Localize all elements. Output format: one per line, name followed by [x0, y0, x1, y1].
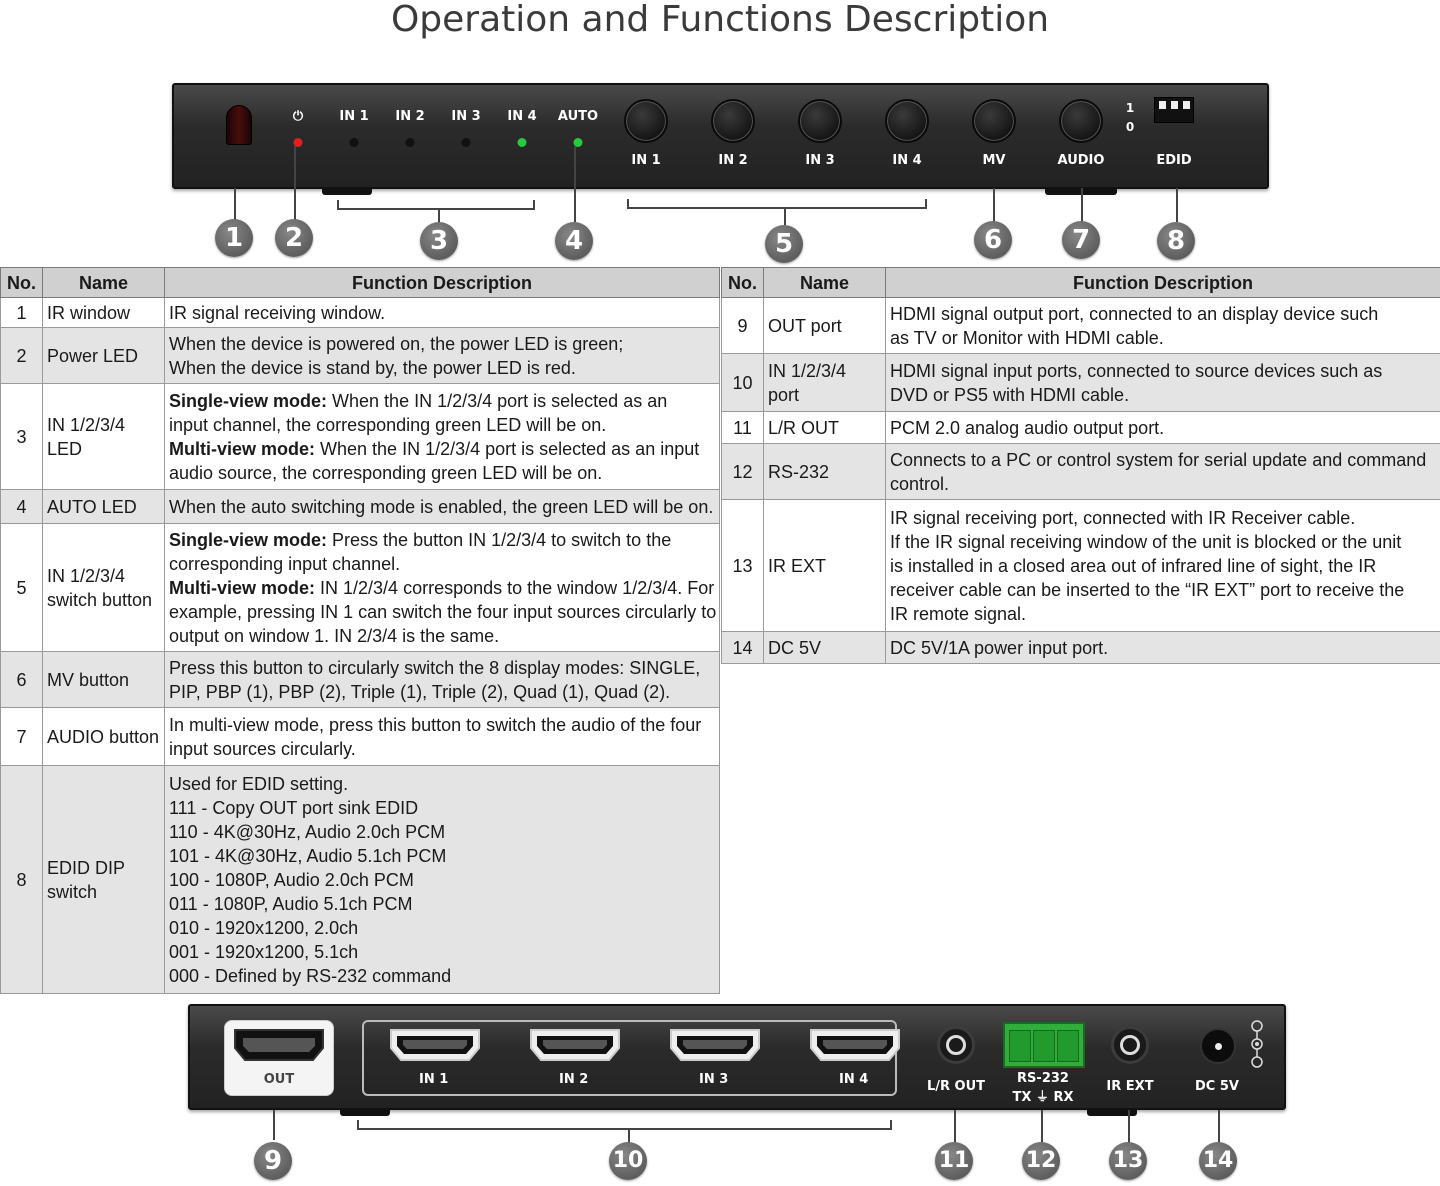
row-description: [886, 412, 1440, 444]
description-text: HDMI signal output port, connected to an display device such: [890, 303, 1379, 324]
front-button-label: IN 1: [631, 153, 661, 168]
ir-window: [226, 105, 252, 145]
led-label: ⏻: [292, 109, 304, 124]
mode-label: Multi-view mode:: [169, 577, 316, 598]
description-line: [890, 326, 1436, 350]
description-line: [169, 528, 715, 552]
row-name-line: DC 5V: [768, 637, 822, 658]
row-name: [764, 354, 886, 412]
callout-number: 14: [1199, 1142, 1237, 1180]
description-text: Press this button to circularly switch the 8 display modes: SINGLE,: [169, 657, 701, 678]
row-name-line: IR EXT: [768, 555, 827, 576]
description-line: [169, 461, 715, 485]
callout-number: 5: [765, 225, 803, 263]
description-line: [890, 506, 1436, 530]
callout-line: [954, 1110, 956, 1144]
description-line: [890, 530, 1436, 554]
header-no: No.: [722, 268, 764, 298]
row-description: [165, 328, 720, 384]
description-line: [169, 713, 715, 737]
description-line: [890, 472, 1436, 496]
description-text: input sources circularly.: [169, 738, 356, 759]
front-panel: [172, 83, 1269, 189]
row-number: 4: [1, 490, 43, 524]
mode-label: Single-view mode:: [169, 390, 328, 411]
dc-label: DC 5V: [1195, 1079, 1239, 1094]
rs232-terminal[interactable]: [1003, 1022, 1085, 1068]
status-led: [462, 138, 471, 147]
ir-ext-jack[interactable]: [1111, 1026, 1149, 1064]
row-number: 8: [1, 766, 43, 994]
row-number: 2: [1, 328, 43, 384]
description-line: [169, 656, 715, 680]
front-button-label: IN 2: [718, 153, 748, 168]
table-row: [1, 524, 720, 652]
led-label: IN 4: [507, 109, 537, 124]
description-line: [169, 389, 715, 413]
row-name: [43, 524, 165, 652]
row-name: [764, 500, 886, 632]
row-number: 9: [722, 298, 764, 354]
header-no: No.: [1, 268, 43, 298]
row-name-line: switch: [47, 881, 98, 902]
callout-number: 7: [1062, 221, 1100, 259]
row-name-line: IR window: [47, 302, 131, 323]
front-button-label: IN 3: [805, 153, 835, 168]
row-name: [764, 632, 886, 664]
callout-line: [273, 1110, 275, 1140]
description-text: control.: [890, 473, 950, 494]
row-description: [886, 444, 1440, 500]
table-row: [1, 708, 720, 766]
table-row: [722, 444, 1440, 500]
description-line: [890, 416, 1436, 440]
front-button[interactable]: [1059, 99, 1103, 143]
row-description: [886, 298, 1440, 354]
callout-number: 6: [974, 221, 1012, 259]
callout-bracket: [357, 1120, 892, 1130]
table-row: [722, 632, 1440, 664]
callout-number: 11: [935, 1142, 973, 1180]
lr-out-jack[interactable]: [937, 1026, 975, 1064]
description-text: 011 - 1080P, Audio 5.1ch PCM: [169, 893, 413, 914]
row-name-line: MV button: [47, 669, 130, 690]
hdmi-input-label: IN 4: [839, 1072, 869, 1087]
description-line: [890, 359, 1436, 383]
description-line: [169, 964, 715, 988]
description-text: audio source, the corresponding green LED will be on.: [169, 462, 603, 483]
description-line: [890, 302, 1436, 326]
row-number: 7: [1, 708, 43, 766]
description-line: [890, 602, 1436, 626]
led-label: IN 1: [339, 109, 369, 124]
front-button[interactable]: [885, 99, 929, 143]
row-number: 13: [722, 500, 764, 632]
description-text: 100 - 1080P, Audio 2.0ch PCM: [169, 869, 414, 890]
row-name-line: L/R OUT: [768, 417, 840, 438]
row-name-line: IN 1/2/3/4: [47, 565, 126, 586]
front-button[interactable]: [711, 99, 755, 143]
right-function-table: [721, 267, 1440, 664]
callout-bracket: [627, 199, 927, 209]
table-row: [1, 298, 720, 328]
description-text: When the device is powered on, the power LED is green;: [169, 333, 624, 354]
row-name-line: AUDIO button: [47, 726, 160, 747]
description-text: IN 1/2/3/4 corresponds to the window 1/2/3/4. For: [315, 577, 715, 598]
dip-on-label: 1: [1125, 101, 1135, 115]
row-name-line: Power LED: [47, 345, 139, 366]
front-button[interactable]: [624, 99, 668, 143]
polarity-icon: [1250, 1020, 1264, 1068]
callout-number: 13: [1109, 1142, 1147, 1180]
hdmi-input-port[interactable]: [529, 1028, 621, 1062]
callout-number: 8: [1157, 222, 1195, 260]
row-name: [43, 328, 165, 384]
description-line: [169, 552, 715, 576]
row-description: [886, 632, 1440, 664]
description-line: [169, 772, 715, 796]
row-description: [165, 490, 720, 524]
panel-foot: [322, 187, 372, 195]
row-description: [165, 298, 720, 328]
status-led: [350, 138, 359, 147]
front-button[interactable]: [798, 99, 842, 143]
description-line: [169, 576, 715, 600]
dip-label: EDID: [1156, 153, 1192, 168]
header-name: Name: [43, 268, 165, 298]
led-label: IN 2: [395, 109, 425, 124]
table-row: [722, 412, 1440, 444]
callout-line: [294, 146, 296, 220]
hdmi-out-port[interactable]: [233, 1028, 325, 1062]
description-line: [169, 413, 715, 437]
rs232-label: RS-232: [1017, 1071, 1069, 1086]
callout-line: [1218, 1110, 1220, 1144]
row-name-line: OUT port: [768, 315, 842, 336]
hdmi-input-label: IN 2: [559, 1072, 589, 1087]
hdmi-input-port[interactable]: [389, 1028, 481, 1062]
description-text: 101 - 4K@30Hz, Audio 5.1ch PCM: [169, 845, 447, 866]
lr-out-label: L/R OUT: [926, 1079, 986, 1094]
front-button-label: AUDIO: [1057, 153, 1105, 168]
description-line: [890, 578, 1436, 602]
callout-number: 1: [215, 219, 253, 257]
callout-number: 2: [275, 219, 313, 257]
row-name-line: AUTO LED: [47, 496, 137, 517]
row-name-line: IN 1/2/3/4 port: [768, 360, 847, 405]
hdmi-input-label: IN 1: [419, 1072, 449, 1087]
row-name-line: switch button: [47, 589, 153, 610]
ir-ext-label: IR EXT: [1106, 1079, 1154, 1094]
description-text: corresponding input channel.: [169, 553, 401, 574]
row-name: [43, 766, 165, 994]
description-text: receiver cable can be inserted to the “IR EXT” port to receive the: [890, 579, 1405, 600]
description-line: [169, 892, 715, 916]
description-line: [169, 495, 715, 519]
status-led: [406, 138, 415, 147]
hdmi-input-label: IN 3: [699, 1072, 729, 1087]
row-description: [165, 708, 720, 766]
description-line: [169, 356, 715, 380]
description-text: Press the button IN 1/2/3/4 to switch to the: [327, 529, 672, 550]
description-line: [890, 448, 1436, 472]
description-text: When the IN 1/2/3/4 port is selected as an: [327, 390, 668, 411]
row-name: [764, 298, 886, 354]
description-text: output on window 1. IN 2/3/4 is the same.: [169, 625, 500, 646]
description-text: DVD or PS5 with HDMI cable.: [890, 384, 1130, 405]
table-row: [1, 328, 720, 384]
row-name: [43, 298, 165, 328]
row-number: 14: [722, 632, 764, 664]
description-text: PCM 2.0 analog audio output port.: [890, 417, 1165, 438]
row-description: [165, 652, 720, 708]
row-number: 1: [1, 298, 43, 328]
row-description: [165, 524, 720, 652]
callout-number: 4: [555, 222, 593, 260]
description-line: [169, 940, 715, 964]
callout-line: [1081, 188, 1083, 222]
description-text: PIP, PBP (1), PBP (2), Triple (1), Triple (2), Quad (1), Quad (2).: [169, 681, 671, 702]
description-text: DC 5V/1A power input port.: [890, 637, 1109, 658]
row-number: 6: [1, 652, 43, 708]
front-button-label: MV: [982, 153, 1006, 168]
description-line: [169, 437, 715, 461]
row-name-line: EDID DIP: [47, 857, 126, 878]
rs232-pin-label: TX ⏚ RX: [1012, 1090, 1074, 1105]
callout-line: [993, 188, 995, 222]
row-number: 12: [722, 444, 764, 500]
description-line: [890, 554, 1436, 578]
callout-number: 3: [420, 222, 458, 260]
description-text: 111 - Copy OUT port sink EDID: [169, 797, 419, 818]
description-text: Used for EDID setting.: [169, 773, 349, 794]
left-function-table: [0, 267, 720, 994]
row-name: [43, 708, 165, 766]
description-line: [169, 868, 715, 892]
callout-line: [1041, 1110, 1043, 1144]
description-line: [169, 820, 715, 844]
row-name: [764, 444, 886, 500]
hdmi-input-port[interactable]: [809, 1028, 901, 1062]
description-text: HDMI signal input ports, connected to source devices such as: [890, 360, 1383, 381]
dip-off-label: 0: [1125, 120, 1135, 134]
callout-line: [1128, 1110, 1130, 1144]
callout-line: [234, 188, 236, 220]
callout-line: [574, 146, 576, 222]
table-row: [1, 490, 720, 524]
callout-number: 9: [254, 1142, 292, 1180]
table-row: [1, 384, 720, 490]
mode-label: Multi-view mode:: [169, 438, 316, 459]
row-description: [886, 500, 1440, 632]
description-text: example, pressing IN 1 can switch the four input sources circularly to: [169, 601, 717, 622]
description-line: [169, 916, 715, 940]
row-name: [43, 384, 165, 490]
description-line: [169, 796, 715, 820]
description-line: [890, 383, 1436, 407]
description-text: is installed in a closed area out of infrared line of sight, the IR: [890, 555, 1377, 576]
edid-dip-switch[interactable]: [1154, 97, 1194, 123]
table-row: [722, 500, 1440, 632]
row-number: 3: [1, 384, 43, 490]
description-text: 110 - 4K@30Hz, Audio 2.0ch PCM: [169, 821, 446, 842]
front-button[interactable]: [972, 99, 1016, 143]
description-text: IR signal receiving window.: [169, 302, 386, 323]
description-text: 000 - Defined by RS-232 command: [169, 965, 452, 986]
description-text: In multi-view mode, press this button to switch the audio of the four: [169, 714, 702, 735]
callout-line: [1176, 188, 1178, 222]
description-text: If the IR signal receiving window of the unit is blocked or the unit: [890, 531, 1402, 552]
row-number: 11: [722, 412, 764, 444]
row-number: 5: [1, 524, 43, 652]
callout-bracket: [337, 200, 535, 210]
header-desc: Function Description: [165, 268, 720, 298]
description-line: [169, 844, 715, 868]
table-row: [722, 298, 1440, 354]
row-name-line: RS-232: [768, 461, 830, 482]
description-line: [169, 624, 715, 648]
panel-foot: [340, 1108, 390, 1116]
description-text: as TV or Monitor with HDMI cable.: [890, 327, 1164, 348]
description-text: When the IN 1/2/3/4 port is selected as an input: [315, 438, 700, 459]
header-name: Name: [764, 268, 886, 298]
description-line: [169, 737, 715, 761]
led-label: AUTO: [557, 109, 599, 124]
description-text: IR remote signal.: [890, 603, 1027, 624]
row-name-line: IN 1/2/3/4 LED: [47, 414, 126, 459]
description-text: Connects to a PC or control system for serial update and command: [890, 449, 1427, 470]
rear-panel: [188, 1004, 1286, 1110]
table-row: [1, 652, 720, 708]
row-name: [764, 412, 886, 444]
description-text: When the auto switching mode is enabled, the green LED will be on.: [169, 496, 714, 517]
description-text: IR signal receiving port, connected with IR Receiver cable.: [890, 507, 1356, 528]
description-text: input channel, the corresponding green LED will be on.: [169, 414, 607, 435]
callout-line: [784, 209, 786, 225]
page-title: Operation and Functions Description: [390, 0, 1050, 40]
description-line: [169, 600, 715, 624]
row-name: [43, 652, 165, 708]
description-line: [169, 680, 715, 704]
dc-power-jack[interactable]: [1200, 1028, 1236, 1064]
callout-line: [438, 210, 440, 222]
description-text: 001 - 1920x1200, 5.1ch: [169, 941, 359, 962]
table-row: [1, 766, 720, 994]
header-desc: Function Description: [886, 268, 1440, 298]
row-name: [43, 490, 165, 524]
callout-number: 12: [1022, 1142, 1060, 1180]
front-button-label: IN 4: [892, 153, 922, 168]
led-label: IN 3: [451, 109, 481, 124]
out-label: OUT: [263, 1072, 295, 1087]
mode-label: Single-view mode:: [169, 529, 328, 550]
description-line: [169, 332, 715, 356]
description-line: [169, 301, 715, 325]
description-line: [890, 636, 1436, 660]
description-text: When the device is stand by, the power LED is red.: [169, 357, 576, 378]
callout-number: 10: [609, 1142, 647, 1180]
row-description: [165, 384, 720, 490]
table-row: [722, 354, 1440, 412]
description-text: 010 - 1920x1200, 2.0ch: [169, 917, 359, 938]
row-description: [886, 354, 1440, 412]
hdmi-input-port[interactable]: [669, 1028, 761, 1062]
row-number: 10: [722, 354, 764, 412]
row-description: [165, 766, 720, 994]
status-led: [518, 138, 527, 147]
